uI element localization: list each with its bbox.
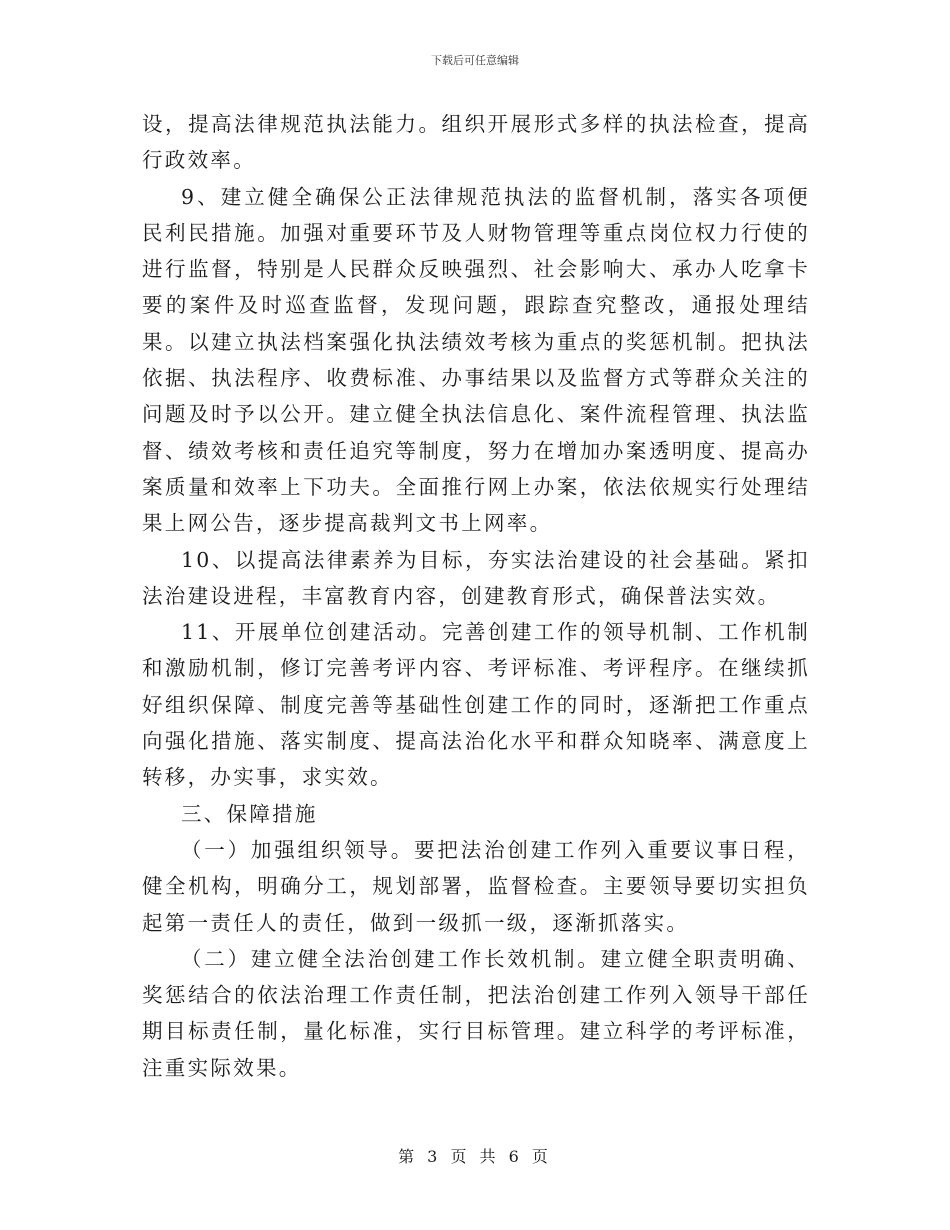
paragraph-item-11: 11、开展单位创建活动。完善创建工作的领导机制、工作机制和激励机制，修订完善考评内容、考评标准、考评程序。在继续抓好组织保障、制度完善等基础性创建工作的同时，逐渐把工作重点向强化措施、落实制度、提高法治化水平和群众知晓率、满意度上转移，办实事，求实效。 [142, 620, 810, 790]
paragraph-subsection-1: （一）加强组织领导。要把法治创建工作列入重要议事日程，健全机构，明确分工，规划部署，监督检查。主要领导要切实担负起第一责任人的责任，做到一级抓一级，逐渐抓落实。 [142, 837, 810, 935]
paragraph-continuation: 设，提高法律规范执法能力。组织开展形式多样的执法检查，提高行政效率。 [142, 112, 810, 173]
section-heading-safeguards: 三、保障措施 [180, 801, 318, 826]
paragraph-subsection-2: （二）建立健全法治创建工作长效机制。建立健全职责明确、奖惩结合的依法治理工作责任制，把法治创建工作列入领导干部任期目标责任制，量化标准，实行目标管理。建立科学的考评标准，注重实际效果。 [142, 946, 810, 1080]
paragraph-item-10: 10、以提高法律素养为目标，夯实法治建设的社会基础。紧扣法治建设进程，丰富教育内容，创建教育形式，确保普法实效。 [142, 547, 810, 608]
paragraph-item-9: 9、建立健全确保公正法律规范执法的监督机制，落实各项便民利民措施。加强对重要环节及人财物管理等重点岗位权力行使的进行监督，特别是人民群众反映强烈、社会影响大、承办人吃拿卡要的案件及时巡查监督，发现问题，跟踪查究整改，通报处理结果。以建立执法档案强化执法绩效考核为重点的奖惩机制。把执法依据、执法程序、收费标准、办事结果以及监督方式等群众关注的问题及时予以公开。建立健全执法信息化、案件流程管理、执法监督、绩效考核和责任追究等制度，努力在增加办案透明度、提高办案质量和效率上下功夫。全面推行网上办案，依法依规实行处理结果上网公告，逐步提高裁判文书上网率。 [142, 184, 810, 536]
page-number-footer: 第 3 页 共 6 页 [398, 1147, 552, 1166]
page-header: 下载后可任意编辑 [431, 54, 519, 67]
document-body [142, 106, 810, 1086]
